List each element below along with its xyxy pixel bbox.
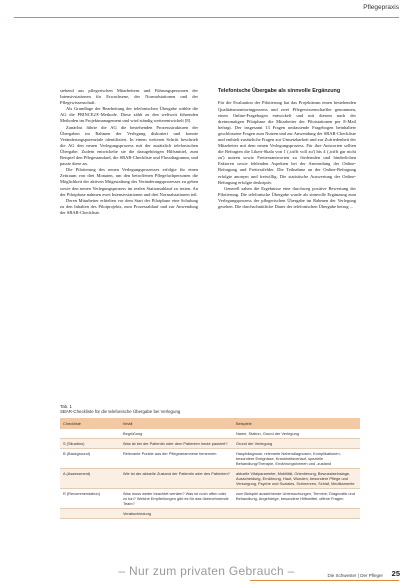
body-paragraph: Deren Mitarbeiter erhielten vor dem Start der Pilotphase eine Schulung zu den Inhalten des Pilotprojekts, zum Prozessablauf und zur Anwendung der SBAR-Checkliste. [60,197,198,215]
table-row [60,439,360,449]
table-cell: Name, Station, Grund der Verlegung [233,429,360,439]
table-caption [60,404,360,415]
body-paragraph: Zunächst führte die AG die bestehenden Prozessstrukturen der Übergaben im Rahmen der Verlegung diskutiert und konnte Veränderungspotenziale identifiziert. In einem weiteren Schritt beschrieb die AG den neuen Verlegungsprozess mit der zusätzlich telefonischen Übergabe. Zudem entwickelte sie die dazugehörigen Hilfsmittel, zum Beispiel den Pflegestandard, die SBAR-Checkliste und Flussdiagramm, und passte diese an. [60,124,198,167]
section-heading: Telefonische Übergabe als sinnvolle Ergänzung [218,88,341,94]
table-cell: Was ist bei der Patientin oder dem Patienten heute passiert? [120,439,233,449]
table-row [60,429,360,439]
table-cell: A (Assessment) [60,469,120,489]
table-row [60,449,360,469]
table-cell: B (Background) [60,449,120,469]
table-cell: Hauptdiagnose, relevante Nebendiagnosen, Komplikationen, besondere Ereignisse, Krankheitsverlauf, spezielle Behandlung/Therapie, Ernährungsformen und -zustand [233,449,360,469]
page-header [0,0,413,18]
table-row [60,489,360,509]
table-cell: Relevante Punkte aus der Pflegeanamnese benennen [120,449,233,469]
table-cell: Wie ist der aktuelle Zustand der Patientin oder des Patienten? [120,469,233,489]
body-paragraph: Für die Evaluation der Pilotierung hat das Projektteam einen bestehenden Qualitätsmonitoringprozess und zwei Pflegewissenschaftler genommen, einen Online-Fragebogen entwickelt und mit diesem nach der dreimonatigen Pilotphase die Mitarbeiter der Pilotstationen per E-Mail befragt. Der insgesamt 13 Fragen umfassende Fragebogen beinhaltete geschlossene Fragen zum Nutzen und zur Anwendung der SBAR-Checkliste und enthielt zusätzliche Fragen zur Umsetzbarkeit und zur Zufriedenheit der Mitarbeiter mit dem neuen Verlegungsprozess. Für ihre Antworten sollten die Befragten die Likert-Skala von 1 (‚trifft voll zu') bis 4 (‚trifft gar nicht zu') nutzen sowie Freitextantworten zu fördernden und hinderlichen Faktoren sowie fehlenden Aspekten bei der Anwendung der Online-Befragung und Freitextfelder. Die Teilnahme an der Online-Befragung erfolgte anonym und freiwillig. Die statistische Auswertung der Online-Befragung erfolgte deskriptiv. [218,100,356,185]
table-label: Tab. 1 [60,404,72,409]
table-header-cell: Inhalt [120,418,233,429]
table-cell: Verabschiedung [120,509,233,519]
table-cell: Grund der Verlegung [233,439,360,449]
body-paragraph: Generell sahen die Ergebnisse eine durchweg positive Bewertung der Pilotierung. Die telefonische Übergabe wurde als sinnvolle Ergänzung zum Verlegungsprozess der pflegerischen Übergabe im Rahmen der Verlegung gesehen. Die durchschnittliche Dauer der telefonischen Übergabe betrug ... [218,185,356,209]
footer-rule [250,580,399,581]
table-cell: aktuelle Vitalparameter, Mobilität, Orientierung, Bewusstseinslage, Ausscheidung, Ernährung, Haut, Wunden, besondere Pflege und Versorgung, Psyche und Soziales, Schmerzen, Schlaf, Medikamente [233,469,360,489]
table-cell: zum Beispiel ausstehende Untersuchungen, Termine, Diagnostik und Behandlung, Angehörige, besondere Hilfsmittel, offene Fragen [233,489,360,509]
section-title: Pflegepraxis [363,4,399,11]
journal-name: Die Schwester | Der Pfleger [327,573,383,578]
table-row [60,509,360,519]
sbar-table [60,418,360,519]
right-column [218,88,356,210]
page-number: 25 [391,569,400,578]
table-cell [60,509,120,519]
table-cell: Was muss weiter beachtet werden? Was ist noch offen oder zu tun? Welche Empfehlungen gibt es für das übernehmende Team? [120,489,233,509]
table-cell: Begrüßung [120,429,233,439]
body-paragraph: stehend aus pflegerischen Mitarbeitern und Führungspersonen der Intensivstationen für Erwachsene, der Normalstationen und der Pflegewissenschaft. [60,88,198,106]
table-title: SBAR-Checkliste für die telefonische Übergabe bei Verlegung [60,409,181,415]
header-rule [14,17,399,18]
table-cell [233,509,360,519]
table-header-cell: Beispiele [233,418,360,429]
left-column [60,88,198,216]
body-paragraph: Die Pilotierung des neuen Verlegungsprozesses erfolgte für einen Zeitraum von drei Monaten, um den betroffenen Pflegefachpersonen die Möglichkeit der aktiven Mitgestaltung des Veränderungsprozesses zu geben sowie den neuen Verlegungsprozess im realen Stationsablauf zu testen. An der Pilotphase nahmen zwei Intensivstationen und drei Normalstationen teil. [60,167,198,197]
table-row [60,469,360,489]
table-header-row [60,418,360,429]
table-cell: R (Recommendation) [60,489,120,509]
table-header-cell: Checkliste [60,418,120,429]
table-cell: S (Situation) [60,439,120,449]
watermark: – Nur zum privaten Gebrauch – [118,564,295,578]
table-cell [60,429,120,439]
body-paragraph: Als Grundlage der Bearbeitung der telefonischen Übergabe wählte die AG die PRINCE2®-Methode. Diese zählt zu den weltweit führenden Methoden im Projektmanagement und wird ständig weiterentwickelt [8]. [60,106,198,124]
